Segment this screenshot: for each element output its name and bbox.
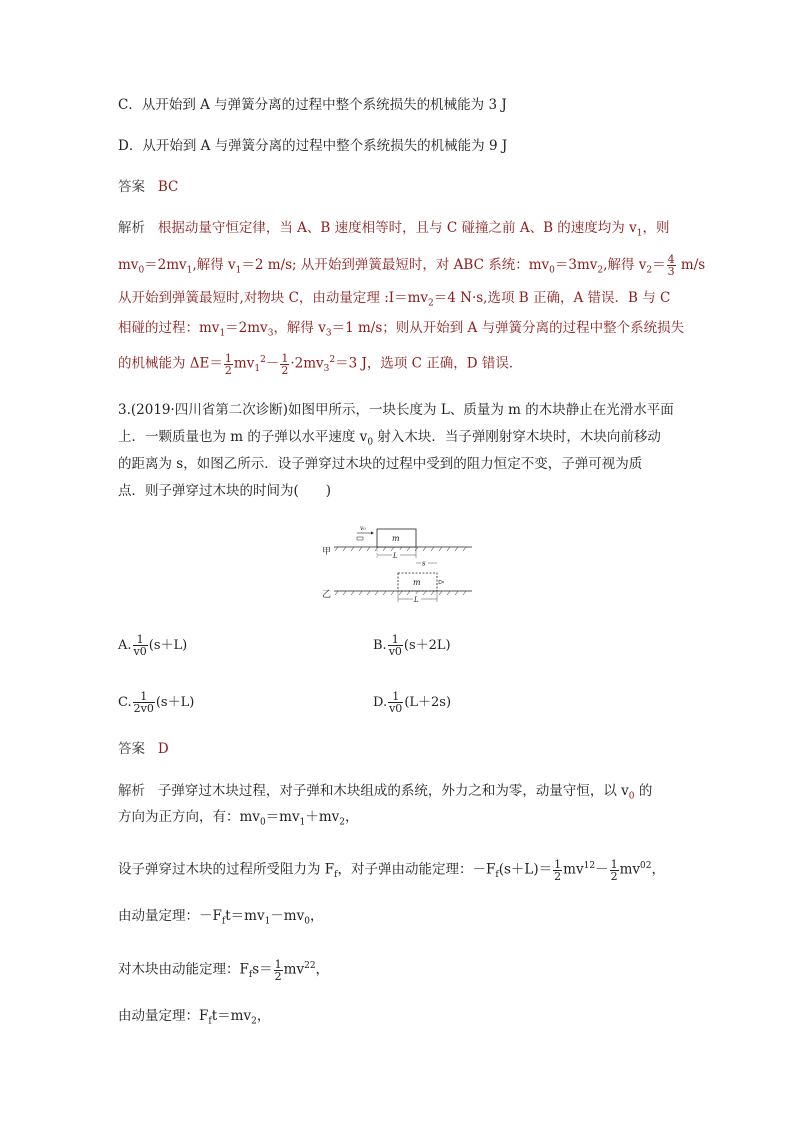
- option-d-text: D．从开始到 A 与弹簧分离的过程中整个系统损失的机械能为 9 J: [118, 138, 508, 154]
- option-a: [118, 634, 187, 657]
- subscript: 3: [267, 328, 274, 339]
- option-text: (s＋L): [148, 638, 188, 653]
- bullet-block-figure: [320, 518, 480, 610]
- fraction: $\frac{1}{2}$: [281, 351, 289, 377]
- superscript: 2: [260, 355, 266, 365]
- option-letter: A.: [118, 638, 132, 653]
- analysis-3-line-1: [118, 781, 652, 807]
- analysis-line-2: [118, 254, 705, 281]
- analysis-line-3: [118, 288, 670, 314]
- math-text: t＝mv: [225, 908, 265, 924]
- analysis-text: 对木块由动能定理：F: [118, 961, 249, 978]
- question-3-line-2: [118, 427, 661, 453]
- subscript: 0: [628, 791, 635, 802]
- analysis-text: 的机械能为 ΔE＝: [118, 355, 223, 372]
- fraction: $\frac{1}{2}$: [554, 857, 562, 883]
- option-text: (L＋2s): [404, 695, 452, 710]
- analysis-text: 由动量定理：F: [118, 1008, 209, 1024]
- math-text: mv: [233, 355, 255, 372]
- length-label-jia: L: [393, 552, 398, 560]
- math-text: ，: [309, 908, 324, 924]
- mass-label-yi: m: [413, 578, 421, 587]
- subscript: f: [248, 970, 253, 981]
- analysis-label: 解析: [118, 220, 145, 236]
- subscript: 1: [264, 916, 271, 927]
- label-jia: 甲: [322, 547, 332, 557]
- analysis-text: 由动量定理：－F: [118, 908, 222, 924]
- analysis-text: 从开始到弹簧最短时,对物块 C，由动量定理 :I＝mv: [118, 290, 429, 306]
- subscript: f: [208, 1016, 212, 1027]
- math-text: ＋mv: [305, 809, 340, 825]
- subscript: 2: [597, 265, 604, 276]
- bullet-jia: [357, 537, 363, 540]
- subscript: 2: [251, 1016, 257, 1027]
- option-b: [373, 634, 451, 657]
- option-letter: D.: [373, 695, 388, 710]
- fraction: $\frac{1}{v0}$: [388, 633, 402, 658]
- analysis-label: 解析: [118, 783, 145, 799]
- question-3-line-1: 3.(2019·四川省第二次诊断)如图甲所示，一块长度为 L、质量为 m 的木块静止在光滑水平面: [118, 402, 674, 418]
- analysis-text: 的: [634, 783, 653, 799]
- ground-hatch-yi: [335, 591, 466, 595]
- fraction: $\frac{1}{2}$: [610, 857, 618, 883]
- subscript: 3: [323, 364, 330, 375]
- option-c-text: C．从开始到 A 与弹簧分离的过程中整个系统损失的机械能为 3 J: [118, 97, 507, 113]
- subscript: 1: [235, 265, 242, 276]
- subscript: f: [334, 870, 338, 881]
- mass-label-jia: m: [392, 534, 400, 543]
- analysis-3-line-6: [118, 1006, 270, 1032]
- subscript: 0: [367, 437, 374, 448]
- subscript: 2: [339, 817, 346, 828]
- answer-value: BC: [157, 179, 179, 195]
- label-yi: 乙: [322, 590, 332, 600]
- analysis-text: ，对子弹由动能定理：－F: [337, 861, 496, 878]
- subscript: f: [495, 870, 499, 881]
- analysis-text: 根据动量守恒定律，当 A、B 速度相等时，且与 C 碰撞之前 A、B 的速度均为 v: [157, 220, 637, 236]
- answer-line-3: [118, 739, 169, 759]
- velocity-label: v₀: [360, 525, 366, 532]
- math-text: t＝mv: [211, 1008, 252, 1024]
- subscript: 0: [259, 817, 266, 828]
- option-d: [373, 691, 451, 714]
- answer-line: [118, 177, 178, 197]
- math-text: ，: [315, 961, 330, 978]
- superscript: 2: [329, 355, 336, 365]
- analysis-line-1: [118, 218, 669, 244]
- fraction: $\frac{1}{v0}$: [389, 690, 403, 715]
- fraction: $\frac{1}{2}$: [274, 957, 282, 983]
- subscript: 2: [646, 265, 653, 276]
- subscript: 1: [219, 328, 226, 339]
- fraction: $\frac{1}{2v0}$: [133, 690, 154, 715]
- analysis-3-line-5: [118, 956, 329, 985]
- analysis-3-line-4: [118, 906, 323, 932]
- ground-hatch-jia: [335, 547, 466, 551]
- option-text: (s＋L): [155, 695, 195, 710]
- math-text: ＝3mv: [554, 257, 598, 273]
- answer-value: D: [157, 741, 169, 757]
- math-text: ＝2mv: [144, 257, 187, 273]
- math-text: ＝mv: [265, 809, 300, 825]
- subscript: 0: [138, 265, 145, 276]
- superscript: 02: [640, 861, 652, 871]
- math-text: mv: [563, 861, 584, 878]
- analysis-line-5: [118, 350, 522, 379]
- superscript: 12: [583, 861, 596, 871]
- subscript: 2: [428, 298, 434, 309]
- velocity-arrowhead: [371, 532, 374, 535]
- analysis-3-line-3: [118, 856, 665, 885]
- analysis-3-line-2: [118, 807, 359, 833]
- length-label-yi: L: [414, 596, 419, 604]
- option-c: [118, 691, 194, 714]
- analysis-text: 子弹穿过木块过程，对子弹和木块组成的系统，外力之和为零，动量守恒，以 v: [157, 783, 629, 799]
- subscript: 1: [186, 265, 193, 276]
- math-text: m/s: [676, 257, 706, 273]
- analysis-text: 相碰的过程：mv: [118, 320, 220, 336]
- analysis-text: 设子弹穿过木块的过程所受阻力为 F: [118, 861, 335, 878]
- subscript: 0: [304, 916, 310, 927]
- superscript: 22: [304, 961, 316, 971]
- subscript: 1: [254, 364, 261, 375]
- math-text: ·2mv: [290, 355, 324, 372]
- fraction: $\frac{1}{v0}$: [133, 633, 147, 658]
- math-text: (s＋L)＝: [498, 861, 553, 878]
- math-text: ＝: [652, 257, 666, 273]
- fraction: $\frac{4}{3}$: [667, 253, 675, 278]
- math-text: ，: [345, 809, 359, 825]
- math-text: mv: [619, 861, 640, 878]
- math-text: mv: [283, 961, 305, 978]
- math-text: ，: [256, 1008, 271, 1024]
- bullet-yi: [439, 580, 444, 584]
- question-text: 射入木块．当子弹刚射穿木块时，木块向前移动: [373, 429, 661, 445]
- answer-label: 答案: [118, 741, 145, 757]
- math-text: ,解得 v: [192, 257, 236, 273]
- analysis-text: 方向为正方向，有：mv: [118, 809, 260, 825]
- analysis-text: ＝2mv: [225, 320, 268, 336]
- math-text: ，: [651, 861, 665, 878]
- math-text: －: [595, 861, 609, 878]
- option-letter: C.: [118, 695, 132, 710]
- math-text: －mv: [270, 908, 305, 924]
- question-text: 上．一颗质量也为 m 的子弹以水平速度 v: [118, 429, 368, 445]
- subscript: 3: [325, 328, 332, 339]
- math-text: ,解得 v: [603, 257, 647, 273]
- answer-label: 答案: [118, 179, 145, 195]
- option-letter: B.: [373, 638, 387, 653]
- fraction: $\frac{1}{2}$: [224, 351, 232, 377]
- option-text: (s＋2L): [403, 638, 451, 653]
- analysis-text: ＝3 J，选项 C 正确，D 错误．: [335, 355, 523, 372]
- subscript: f: [221, 916, 226, 927]
- question-3-line-3: 的距离为 s，如图乙所示．设子弹穿过木块的过程中受到的阻力恒定不变，子弹可视为质: [118, 456, 643, 472]
- math-text: s＝: [252, 961, 273, 978]
- math-text: －: [265, 355, 280, 372]
- analysis-line-4: [118, 318, 684, 344]
- math-text: ＝2 m/s; 从开始到弹簧最短时，对 ABC 系统：mv: [241, 257, 550, 273]
- question-3-line-4: 点．则子弹穿过木块的时间为( ): [118, 483, 332, 499]
- subscript: 0: [549, 265, 555, 276]
- analysis-text: ＝4 N·s,选项 B 正确，A 错误．B 与 C: [433, 290, 671, 306]
- analysis-text: ，则: [642, 220, 670, 236]
- math-text: mv: [118, 257, 139, 273]
- analysis-text: ，解得 v: [273, 320, 326, 336]
- subscript: 1: [299, 817, 306, 828]
- subscript: 1: [636, 228, 643, 239]
- analysis-text: ＝1 m/s；则从开始到 A 与弹簧分离的过程中整个系统损失: [331, 320, 685, 336]
- distance-label: s: [422, 559, 426, 568]
